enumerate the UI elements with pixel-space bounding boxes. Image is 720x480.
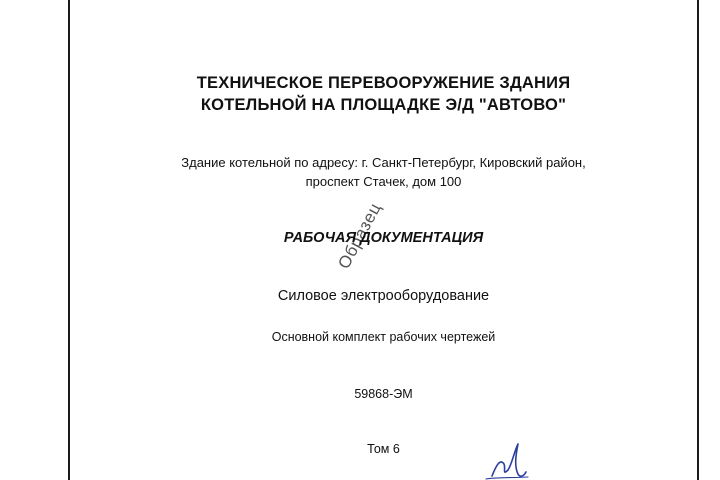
document-code: 59868-ЭМ (354, 387, 413, 401)
signature-icon (478, 440, 538, 480)
title-line-2: КОТЕЛЬНОЙ НА ПЛОЩАДКЕ Э/Д "АВТОВО" (200, 96, 567, 114)
frame-border-right (697, 0, 699, 480)
address-line-1: Здание котельной по адресу: г. Санкт-Петербург, Кировский район, (181, 155, 586, 170)
title-line-1: ТЕХНИЧЕСКОЕ ПЕРЕВООРУЖЕНИЕ ЗДАНИЯ (196, 74, 571, 92)
section-name: Силовое электрооборудование (277, 288, 490, 304)
sample-watermark: Образец (334, 199, 385, 273)
document-title (70, 72, 697, 116)
address-line-2: проспект Стачек, дом 100 (305, 174, 462, 189)
volume-number: Том 6 (367, 442, 400, 456)
documentation-type: РАБОЧАЯ ДОКУМЕНТАЦИЯ (283, 230, 484, 246)
drawing-set-name: Основной комплект рабочих чертежей (271, 330, 496, 344)
